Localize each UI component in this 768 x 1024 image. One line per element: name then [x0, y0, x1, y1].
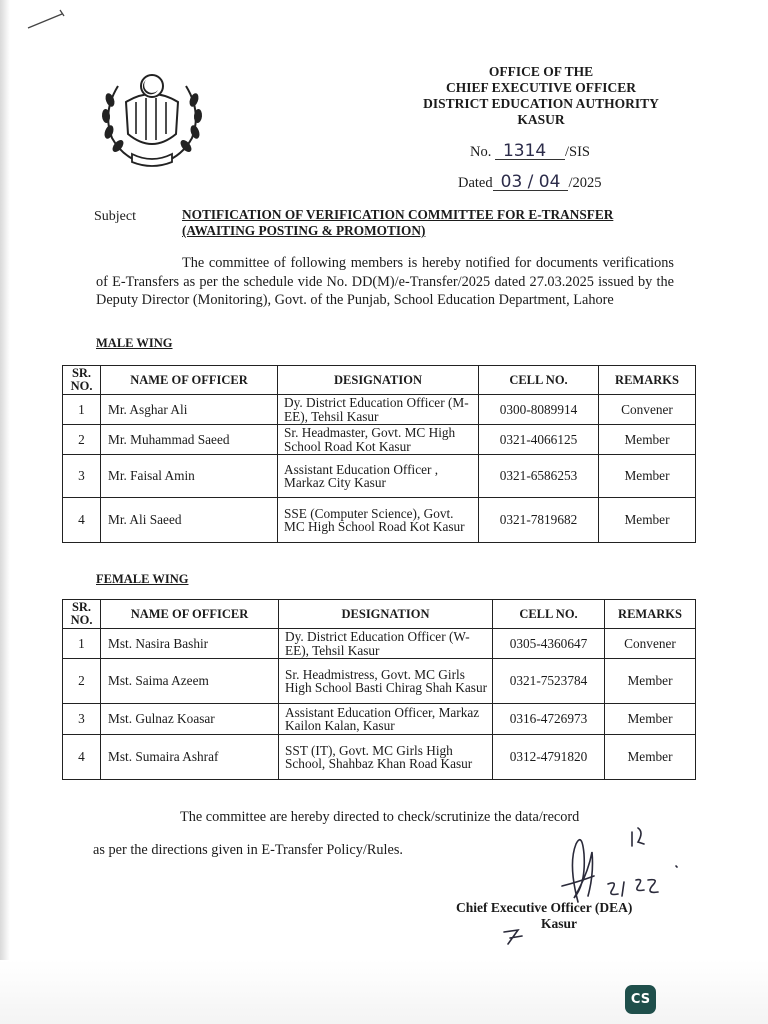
dated-label: Dated	[458, 175, 493, 191]
table-row	[63, 498, 696, 543]
header-remarks: REMARKS	[599, 366, 696, 395]
sr-cell: 4	[63, 498, 101, 543]
remarks-cell: Convener	[605, 629, 696, 659]
body-paragraph-text: The committee of following members is hereby notified for documents verifications of E-Transfers as per the schedule vide No. DD(M)/e-Transfer/2025 dated 27.03.2025 issued by the Deputy Director (Monitoring), Govt. of the Punjab, School Education Department, Lahore	[96, 255, 674, 308]
designation-cell: Dy. District Education Officer (M-EE), Tehsil Kasur	[278, 395, 479, 425]
header-designation: DESIGNATION	[278, 366, 479, 395]
designation-cell: SST (IT), Govt. MC Girls High School, Shahbaz Khan Road Kasur	[279, 735, 493, 780]
scan-edge-shadow	[0, 0, 10, 980]
sr-cell: 2	[63, 659, 101, 704]
sr-cell: 2	[63, 425, 101, 455]
header-cell: CELL NO.	[479, 366, 599, 395]
cell-number-cell: 0321-6586253	[479, 455, 599, 498]
table-row	[63, 735, 696, 780]
name-cell: Mst. Gulnaz Koasar	[101, 704, 279, 735]
remarks-cell: Member	[599, 498, 696, 543]
sr-cell: 3	[63, 704, 101, 735]
camscanner-badge: CS	[625, 985, 656, 1014]
header-cell: CELL NO.	[493, 600, 605, 629]
office-line-2: CHIEF EXECUTIVE OFFICER	[445, 80, 637, 95]
office-line-1: OFFICE OF THE	[488, 64, 594, 79]
office-line-3: DISTRICT EDUCATION AUTHORITY	[423, 96, 659, 111]
table-row	[63, 629, 696, 659]
reference-number	[470, 143, 590, 161]
cell-number-cell: 0305-4360647	[493, 629, 605, 659]
reference-no-value: 1314	[495, 143, 565, 160]
female-wing-table	[62, 599, 696, 780]
remarks-cell: Convener	[599, 395, 696, 425]
cell-number-cell: 0312-4791820	[493, 735, 605, 780]
table-header-row	[63, 366, 696, 395]
header-designation: DESIGNATION	[279, 600, 493, 629]
header-remarks: REMARKS	[605, 600, 696, 629]
subject-label: Subject	[94, 209, 136, 224]
name-cell: Mr. Ali Saeed	[101, 498, 278, 543]
designation-cell: Assistant Education Officer, Markaz Kailon Kalan, Kasur	[279, 704, 493, 735]
designation-cell: Dy. District Education Officer (W-EE), Tehsil Kasur	[279, 629, 493, 659]
table-row	[63, 425, 696, 455]
table-row	[63, 704, 696, 735]
closing-line-1: The committee are hereby directed to check/scrutinize the data/record	[180, 809, 580, 825]
header-name: NAME OF OFFICER	[101, 600, 279, 629]
table-row	[63, 395, 696, 425]
remarks-cell: Member	[599, 455, 696, 498]
pen-mark	[24, 4, 72, 34]
handwritten-initials	[500, 926, 528, 948]
cell-number-cell: 0300-8089914	[479, 395, 599, 425]
cell-number-cell: 0321-7819682	[479, 498, 599, 543]
dated-value: 03 / 04	[493, 174, 569, 191]
table-row	[63, 659, 696, 704]
reference-no-suffix: /SIS	[564, 144, 590, 160]
dated-suffix: /2025	[568, 175, 602, 191]
table-header-row	[63, 600, 696, 629]
cell-number-cell: 0321-7523784	[493, 659, 605, 704]
reference-date	[458, 174, 601, 192]
header-sr-no: SR. NO.	[63, 366, 101, 395]
name-cell: Mr. Muhammad Saeed	[101, 425, 278, 455]
designation-cell: Sr. Headmistress, Govt. MC Girls High School Basti Chirag Shah Kasur	[279, 659, 493, 704]
table-row	[63, 455, 696, 498]
female-wing-title: FEMALE WING	[96, 572, 189, 586]
cell-number-cell: 0321-4066125	[479, 425, 599, 455]
remarks-cell: Member	[599, 425, 696, 455]
remarks-cell: Member	[605, 735, 696, 780]
designation-cell: Sr. Headmaster, Govt. MC High School Road Kot Kasur	[278, 425, 479, 455]
cell-number-cell: 0316-4726973	[493, 704, 605, 735]
sr-cell: 1	[63, 629, 101, 659]
signatory-place: Kasur	[541, 916, 578, 931]
punjab-emblem-logo	[96, 72, 208, 170]
male-wing-title: MALE WING	[96, 336, 173, 350]
subject-text: NOTIFICATION OF VERIFICATION COMMITTEE FOR E-TRANSFER (AWAITING POSTING & PROMOTION)	[182, 207, 614, 238]
office-header	[400, 64, 682, 128]
name-cell: Mr. Faisal Amin	[101, 455, 278, 498]
name-cell: Mst. Nasira Bashir	[101, 629, 279, 659]
sr-cell: 3	[63, 455, 101, 498]
remarks-cell: Member	[605, 704, 696, 735]
header-name: NAME OF OFFICER	[101, 366, 278, 395]
sr-cell: 1	[63, 395, 101, 425]
name-cell: Mr. Asghar Ali	[101, 395, 278, 425]
name-cell: Mst. Sumaira Ashraf	[101, 735, 279, 780]
office-line-4: KASUR	[517, 112, 565, 127]
designation-cell: Assistant Education Officer , Markaz City Kasur	[278, 455, 479, 498]
remarks-cell: Member	[605, 659, 696, 704]
reference-no-label: No.	[470, 144, 492, 160]
signatory-title: Chief Executive Officer (DEA)	[456, 900, 633, 915]
name-cell: Mst. Saima Azeem	[101, 659, 279, 704]
closing-line-2: as per the directions given in E-Transfer Policy/Rules.	[93, 842, 403, 858]
body-paragraph	[96, 254, 674, 310]
male-wing-table	[62, 365, 696, 543]
sr-cell: 4	[63, 735, 101, 780]
designation-cell: SSE (Computer Science), Govt. MC High School Road Kot Kasur	[278, 498, 479, 543]
header-sr-no: SR. NO.	[63, 600, 101, 629]
